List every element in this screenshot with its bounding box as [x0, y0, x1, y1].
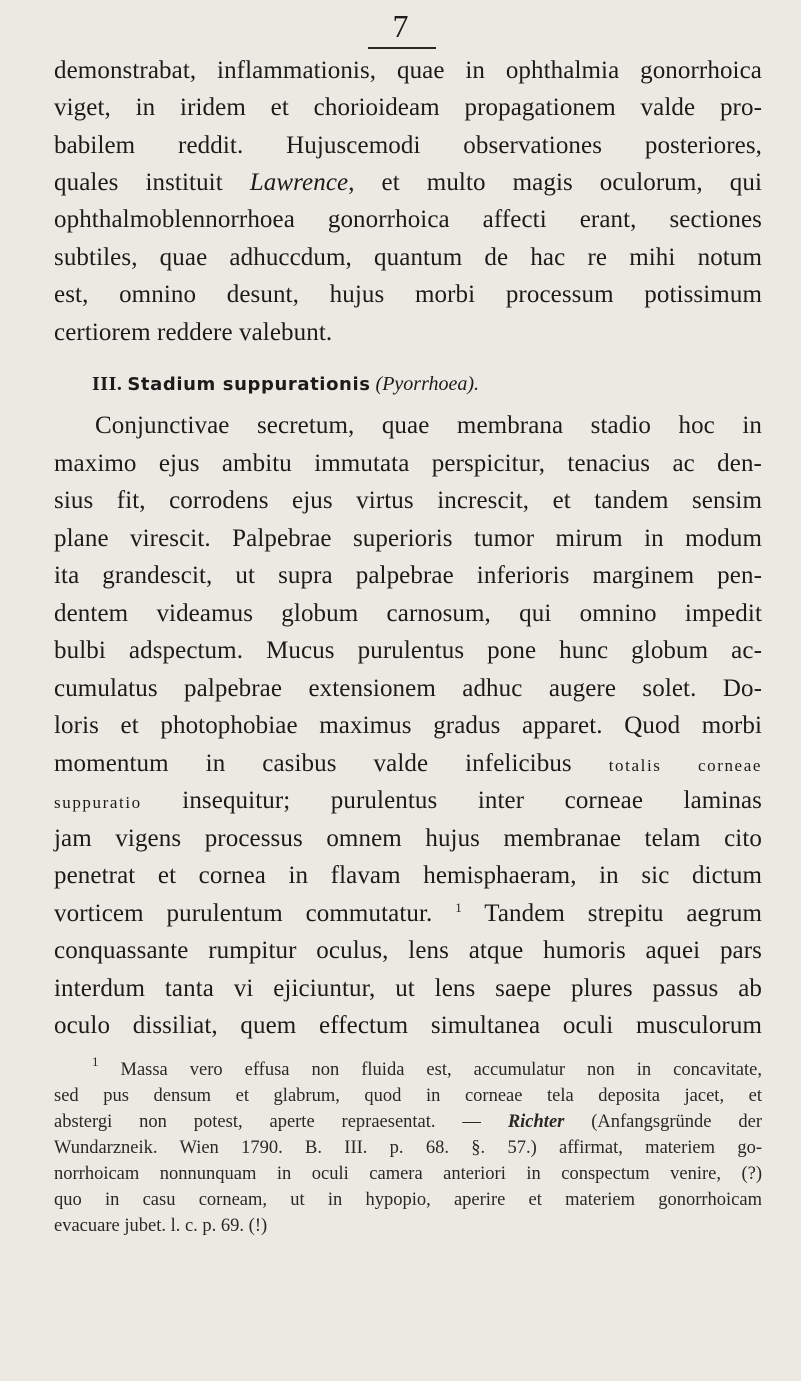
paragraph-1-line [54, 168, 762, 198]
paragraph-1-line: est, omnino desunt, hujus morbi processum potissimum [54, 281, 762, 308]
paragraph-1-line: ophthalmoblennorrhoea gonorrhoica affecti erant, sectiones [54, 206, 762, 233]
small-caps-term: totalis corneae [608, 756, 762, 775]
text-run: Massa vero effusa non fluida est, accumulatur non in concavitate, [120, 1060, 762, 1080]
paragraph-2-line: jam vigens processus omnem hujus membranae telam cito [54, 825, 762, 852]
paragraph-1-line: certiorem reddere valebunt. [54, 319, 333, 346]
paragraph-2-line: bulbi adspectum. Mucus purulentus pone hunc globum ac- [54, 637, 762, 664]
footnote-line: Wundarzneik. Wien 1790. B. III. p. 68. §. 57.) affirmat, materiem go- [54, 1138, 762, 1158]
footnote-line: quo in casu corneam, ut in hypopio, aperire et materiem gonorrhoicam [54, 1190, 762, 1210]
paragraph-2-line: sius fit, corrodens ejus virtus increscit, et tandem sensim [54, 487, 762, 514]
footnote-line: sed pus densum et glabrum, quod in corneae tela deposita jacet, et [54, 1086, 762, 1106]
section-latin-name: (Pyorrhoea). [375, 373, 480, 395]
paragraph-2-line: dentem videamus globum carnosum, qui omnino impedit [54, 600, 762, 627]
paragraph-2-line: interdum tanta vi ejiciuntur, ut lens saepe plures passus ab [54, 975, 762, 1002]
paragraph-2-line [54, 749, 762, 781]
paragraph-2-line: penetrat et cornea in flavam hemisphaeram, in sic dictum [54, 862, 762, 889]
paragraph-2-line [54, 786, 762, 818]
author-name: Richter [507, 1112, 565, 1132]
paragraph-2-line: plane virescit. Palpebrae superioris tumor mirum in modum [54, 525, 762, 552]
footnote-line [54, 1111, 762, 1133]
small-caps-term: suppuratio [54, 793, 142, 812]
footnote-reference: 1 [455, 900, 462, 915]
text-run: abstergi non potest, aperte repraesentat. — [54, 1112, 508, 1132]
text-run: quales instituit [54, 169, 250, 196]
footnote-line: evacuare jubet. l. c. p. 69. (!) [54, 1216, 268, 1236]
section-numeral: III. [92, 373, 123, 395]
paragraph-2-line: oculo dissiliat, quem effectum simultanea oculi musculorum [54, 1012, 762, 1039]
paragraph-2-line [54, 899, 762, 929]
section-title: Stadium suppurationis [127, 374, 371, 395]
text-run: insequitur; purulentus inter corneae laminas [141, 787, 762, 814]
paragraph-1-line: babilem reddit. Hujuscemodi observationes posteriores, [54, 132, 762, 159]
footnote-line: norrhoicam nonnunquam in oculi camera anteriori in conspectum venire, (?) [54, 1164, 762, 1184]
text-run: vorticem purulentum commutatur. [54, 900, 456, 927]
page-number: 7 [392, 8, 409, 44]
author-name: Lawrence [249, 169, 349, 196]
paragraph-2-line: cumulatus palpebrae extensionem adhuc augere solet. Do- [54, 675, 762, 702]
paragraph-2-line: conquassante rumpitur oculus, lens atque humoris aquei pars [54, 937, 762, 964]
footnote-line [92, 1054, 762, 1081]
paragraph-1-line: viget, in iridem et chorioideam propagationem valde pro- [54, 94, 762, 121]
page-number-rule [368, 47, 436, 49]
paragraph-2-line: ita grandescit, ut supra palpebrae inferioris marginem pen- [54, 562, 762, 589]
paragraph-2-line: loris et photophobiae maximus gradus apparet. Quod morbi [54, 712, 762, 739]
paragraph-1-line: demonstrabat, inflammationis, quae in ophthalmia gonorrhoica [54, 57, 762, 84]
paragraph-1-line: subtiles, quae adhuccdum, quantum de hac re mihi notum [54, 244, 762, 271]
paragraph-2-line: maximo ejus ambitu immutata perspicitur, tenacius ac den- [54, 450, 762, 477]
text-run: Tandem strepitu aegrum [461, 900, 762, 927]
text-run: , et multo magis oculorum, qui [348, 169, 762, 196]
section-heading [92, 372, 762, 397]
paragraph-2-line: Conjunctivae secretum, quae membrana stadio hoc in [95, 412, 762, 439]
text-run: (Anfangsgründe der [564, 1112, 762, 1132]
footnote-marker: 1 [92, 1054, 99, 1069]
text-run: momentum in casibus valde infelicibus [54, 750, 609, 777]
